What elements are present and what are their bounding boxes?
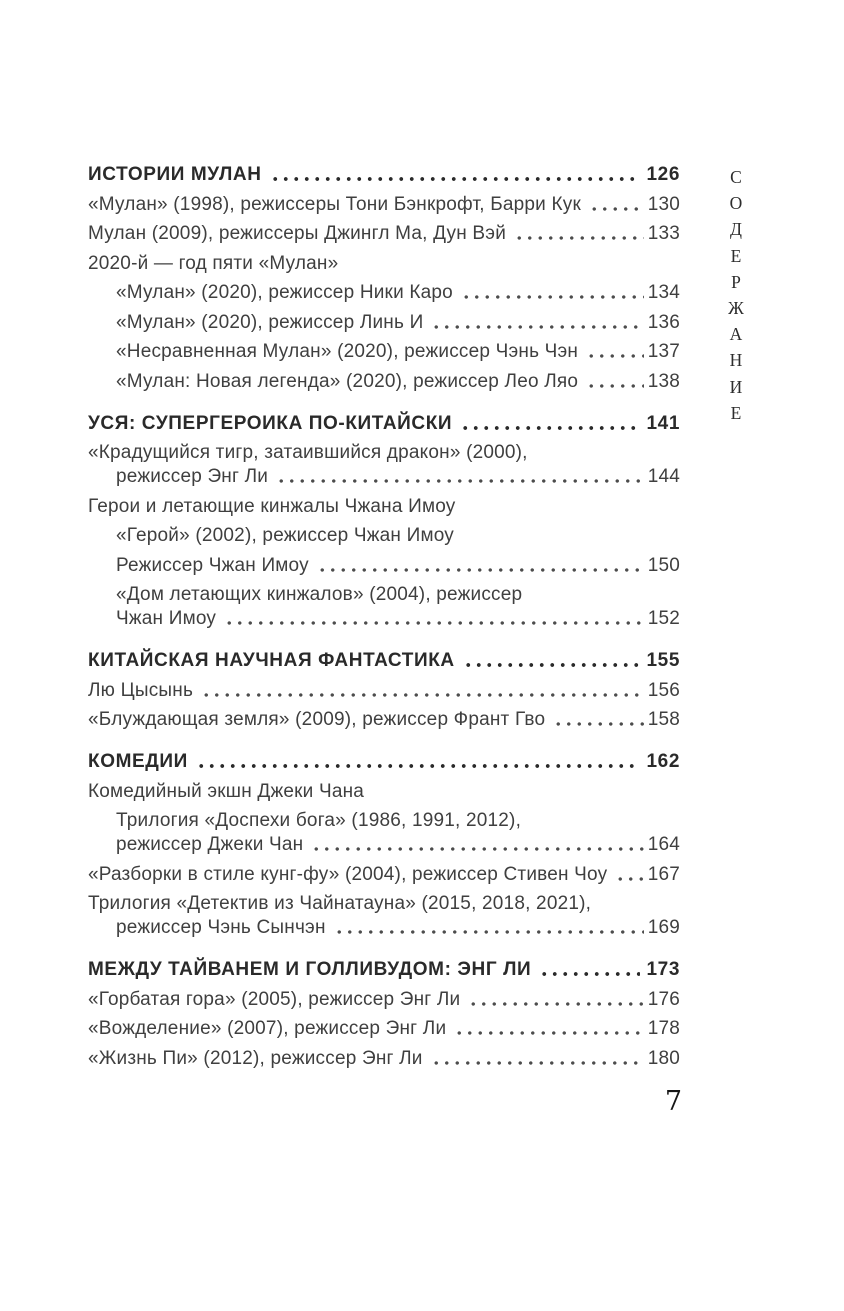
toc-entry-text: «Несравненная Мулан» (2020), режиссер Чэнь Чэн [116, 341, 579, 362]
toc-entry-text: Герои и летающие кинжалы Чжана Имоу [88, 495, 456, 517]
toc-entry-row [88, 280, 680, 304]
toc-entry-text: Чжан Имоу [116, 608, 217, 629]
dot-leader [224, 620, 644, 626]
running-title-letter: Н [729, 350, 743, 371]
toc-entry-text: Лю Цысынь [88, 679, 194, 701]
toc-entry-text: режиссер Энг Ли [116, 466, 269, 487]
toc-entry-text: «Блуждающая земля» (2009), режиссер Франт Гво [88, 709, 546, 730]
toc-entry-text: «Герой» (2002), режиссер Чжан Имоу [116, 525, 454, 546]
dot-leader [463, 662, 641, 668]
toc-entry-text: «Горбатая гора» (2005), режиссер Энг Ли [88, 988, 461, 1010]
toc-page-number: 141 [646, 412, 680, 434]
toc-entry-text: «Мулан: Новая легенда» (2020), режиссер Лео Ляо [116, 370, 579, 392]
toc-entry-row [88, 221, 680, 245]
toc-entry-row [88, 808, 680, 832]
toc-entry-text: режиссер Джеки Чан [116, 834, 304, 855]
toc-page-number: 137 [647, 341, 680, 362]
dot-leader [553, 721, 643, 727]
dot-leader [276, 478, 644, 484]
toc-entry-text: «Мулан» (2020), режиссер Линь И [116, 311, 424, 333]
toc-entry-text: «Мулан» (1998), режиссеры Тони Бэнкрофт, Барри Кук [88, 193, 581, 215]
toc-entry-row [88, 369, 680, 393]
toc-entry-row [88, 310, 680, 334]
toc-page-number: 164 [647, 834, 680, 855]
toc-heading-row [88, 162, 680, 186]
dot-leader [431, 1060, 644, 1066]
toc-entry-text: «Жизнь Пи» (2012), режиссер Энг Ли [88, 1047, 423, 1069]
toc-entry-row [88, 862, 680, 886]
toc-page-number: 126 [646, 164, 680, 185]
toc-entry-row [88, 251, 680, 275]
toc-entry-text: Трилогия «Доспехи бога» (1986, 1991, 2012), [116, 810, 522, 831]
toc-entry-text: Трилогия «Детектив из Чайнатауна» (2015, 2018, 2021), [88, 893, 592, 914]
toc-entry-text: «Вожделение» (2007), режиссер Энг Ли [88, 1018, 447, 1039]
toc-section [88, 648, 680, 731]
toc-page-number: 134 [647, 282, 680, 303]
toc-heading-row [88, 749, 680, 773]
toc-page-number: 136 [647, 311, 680, 333]
dot-leader [615, 876, 643, 882]
toc-entry-row [88, 832, 680, 856]
running-title-letter: С [730, 167, 742, 187]
toc-entry-row [88, 891, 680, 915]
toc-page-number: 162 [646, 751, 680, 772]
toc-heading-row [88, 411, 680, 435]
toc-entry-row [88, 339, 680, 363]
dot-leader [311, 846, 643, 852]
dot-leader [468, 1001, 643, 1007]
toc-entry-text: 2020-й — год пяти «Мулан» [88, 252, 339, 274]
toc-entry-text: «Разборки в стиле кунг-фу» (2004), режиссер Стивен Чоу [88, 863, 608, 885]
toc-entry-row [88, 494, 680, 518]
toc-entry-text: «Крадущийся тигр, затаившийся дракон» (2000), [88, 442, 528, 463]
dot-leader [461, 294, 644, 300]
running-title-letter: А [729, 324, 743, 345]
toc-entry-row [88, 606, 680, 630]
running-title-letter: И [729, 376, 743, 397]
toc-entry-text: Мулан (2009), режиссеры Джингл Ма, Дун Вэй [88, 223, 507, 244]
toc-page-number: 152 [647, 608, 680, 629]
toc-entry-row [88, 523, 680, 547]
dot-leader [317, 567, 644, 573]
toc-entry-row [88, 192, 680, 216]
toc-entry-text: режиссер Чэнь Сынчэн [116, 917, 326, 938]
toc-entry-row [88, 464, 680, 488]
toc-page-number: 138 [647, 370, 680, 392]
dot-leader [539, 971, 640, 977]
toc-section [88, 411, 680, 631]
toc-entry-text: Режиссер Чжан Имоу [116, 554, 309, 576]
dot-leader [270, 176, 641, 182]
dot-leader [460, 425, 640, 431]
toc-page-number: 180 [647, 1047, 680, 1069]
toc-page-number: 156 [647, 679, 680, 701]
toc-entry-row [88, 779, 680, 803]
toc-heading-row [88, 957, 680, 981]
toc-entry-row [88, 987, 680, 1011]
dot-leader [586, 353, 644, 359]
vertical-running-title [722, 164, 750, 426]
dot-leader [454, 1030, 643, 1036]
toc-heading-row [88, 648, 680, 672]
dot-leader [586, 383, 644, 389]
dot-leader [431, 324, 643, 330]
toc [88, 162, 680, 1070]
dot-leader [514, 235, 644, 241]
toc-heading-text: ИСТОРИИ МУЛАН [88, 164, 262, 185]
toc-page-number: 169 [647, 917, 680, 938]
toc-entry-row [88, 1046, 680, 1070]
dot-leader [196, 763, 641, 769]
toc-page-number: 133 [647, 223, 680, 244]
running-title-letter: Р [731, 271, 741, 292]
toc-entry-row [88, 1016, 680, 1040]
toc-page-number: 150 [647, 554, 680, 576]
toc-entry-row [88, 707, 680, 731]
toc-page-number: 176 [647, 988, 680, 1010]
toc-section [88, 749, 680, 939]
toc-heading-text: УСЯ: СУПЕРГЕРОИКА ПО-КИТАЙСКИ [88, 412, 453, 434]
running-title-letter: Е [730, 402, 742, 423]
dot-leader [201, 692, 644, 698]
toc-entry-text: Комедийный экшн Джеки Чана [88, 780, 365, 802]
toc-entry-row [88, 915, 680, 939]
toc-page-number: 173 [646, 959, 680, 980]
dot-leader [334, 929, 644, 935]
toc-page-number: 158 [647, 709, 680, 730]
toc-entry-row [88, 440, 680, 464]
toc-page-number: 178 [647, 1018, 680, 1039]
dot-leader [589, 206, 644, 212]
toc-entry-row [88, 582, 680, 606]
running-title-letter: Е [730, 245, 742, 266]
toc-section [88, 162, 680, 393]
toc-heading-text: КОМЕДИИ [88, 751, 188, 772]
toc-entry-text: «Дом летающих кинжалов» (2004), режиссер [116, 584, 523, 605]
running-title-letter: О [729, 193, 743, 214]
toc-page-number: 130 [647, 193, 680, 215]
toc-entry-row [88, 553, 680, 577]
toc-entry-text: «Мулан» (2020), режиссер Ники Каро [116, 282, 453, 303]
toc-entry-row [88, 678, 680, 702]
toc-section [88, 957, 680, 1070]
toc-heading-text: МЕЖДУ ТАЙВАНЕМ И ГОЛЛИВУДОМ: ЭНГ ЛИ [88, 959, 532, 980]
running-title-letter: Ж [728, 297, 744, 318]
running-title-letter: Д [730, 219, 742, 240]
toc-page-number: 155 [646, 650, 680, 671]
toc-heading-text: КИТАЙСКАЯ НАУЧНАЯ ФАНТАСТИКА [88, 650, 455, 671]
toc-page-number: 167 [647, 863, 680, 885]
toc-page-number: 144 [647, 466, 680, 487]
page-number: 7 [664, 1086, 682, 1117]
